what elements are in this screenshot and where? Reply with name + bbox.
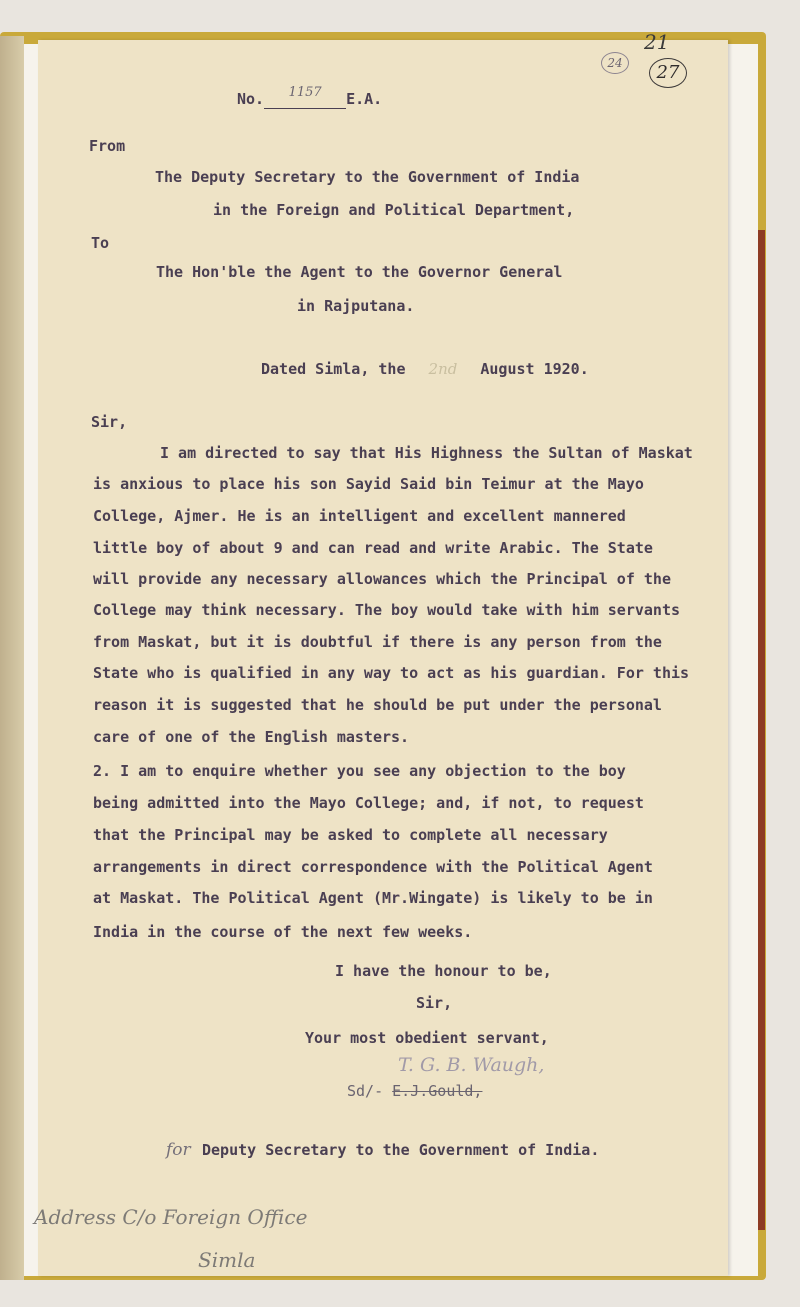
body-line: College, Ajmer. He is an intelligent and excellent mannered (93, 507, 626, 525)
body-line: care of one of the English masters. (93, 728, 410, 746)
closing-line-2: Sir, (416, 994, 453, 1012)
signature-typed (347, 1082, 482, 1100)
reference-suffix: E.A. (346, 90, 383, 108)
date-prefix: Dated Simla, the (261, 360, 406, 378)
folio-circled-main: 27 (649, 58, 687, 88)
ledger-spine (0, 36, 24, 1280)
body-line: College may think necessary. The boy would take with him servants (93, 601, 680, 619)
to-line-2: in Rajputana. (297, 297, 415, 315)
date-suffix: August 1920. (480, 360, 589, 378)
reference-number-hand: 1157 (288, 85, 322, 100)
from-line-2: in the Foreign and Political Department, (213, 201, 575, 219)
signatory-title: Deputy Secretary to the Government of India. (202, 1141, 600, 1159)
date-line (261, 360, 589, 378)
for-handwritten: for (166, 1140, 191, 1160)
body-line: will provide any necessary allowances which the Principal of the (93, 570, 671, 588)
pencil-note-line-1: Address C/o Foreign Office (34, 1205, 308, 1229)
body-line: State who is qualified in any way to act as his guardian. For this (93, 664, 690, 682)
reference-prefix: No. (237, 90, 265, 108)
body-line: 2. I am to enquire whether you see any objection to the boy (93, 762, 626, 780)
reference-number (237, 85, 383, 109)
body-line: being admitted into the Mayo College; and, if not, to request (93, 794, 644, 812)
body-line: is anxious to place his son Sayid Said bin Teimur at the Mayo (93, 475, 644, 493)
from-line-1: The Deputy Secretary to the Government of India (155, 168, 580, 186)
closing-line-1: I have the honour to be, (335, 962, 552, 980)
letter-page (34, 30, 728, 1276)
closing-line-3: Your most obedient servant, (305, 1029, 549, 1047)
body-line: that the Principal may be asked to complete all necessary (93, 826, 608, 844)
signature-struck-name: E.J.Gould, (392, 1082, 483, 1100)
body-line: arrangements in direct correspondence with the Political Agent (93, 858, 653, 876)
date-day-hand: 2nd (428, 360, 458, 378)
to-line-1: The Hon'ble the Agent to the Governor General (156, 263, 563, 281)
body-line: I am directed to say that His Highness the Sultan of Maskat (160, 444, 693, 462)
from-label: From (89, 137, 126, 155)
body-line: from Maskat, but it is doubtful if there is any person from the (93, 633, 662, 651)
body-line: at Maskat. The Political Agent (Mr.Wingate) is likely to be in (93, 889, 653, 907)
body-line: reason it is suggested that he should be put under the personal (93, 696, 662, 714)
salutation: Sir, (91, 413, 128, 431)
sd-prefix: Sd/- (347, 1082, 384, 1100)
folio-circled-small: 24 (601, 52, 629, 74)
reference-number-blank (264, 85, 346, 109)
body-line: little boy of about 9 and can read and write Arabic. The State (93, 539, 653, 557)
folio-top: 21 (644, 30, 670, 54)
body-line: India in the course of the next few weeks. (93, 923, 473, 941)
pencil-note-line-2: Simla (198, 1248, 256, 1272)
to-label: To (91, 234, 110, 252)
signature-handwritten: T. G. B. Waugh, (398, 1054, 545, 1076)
